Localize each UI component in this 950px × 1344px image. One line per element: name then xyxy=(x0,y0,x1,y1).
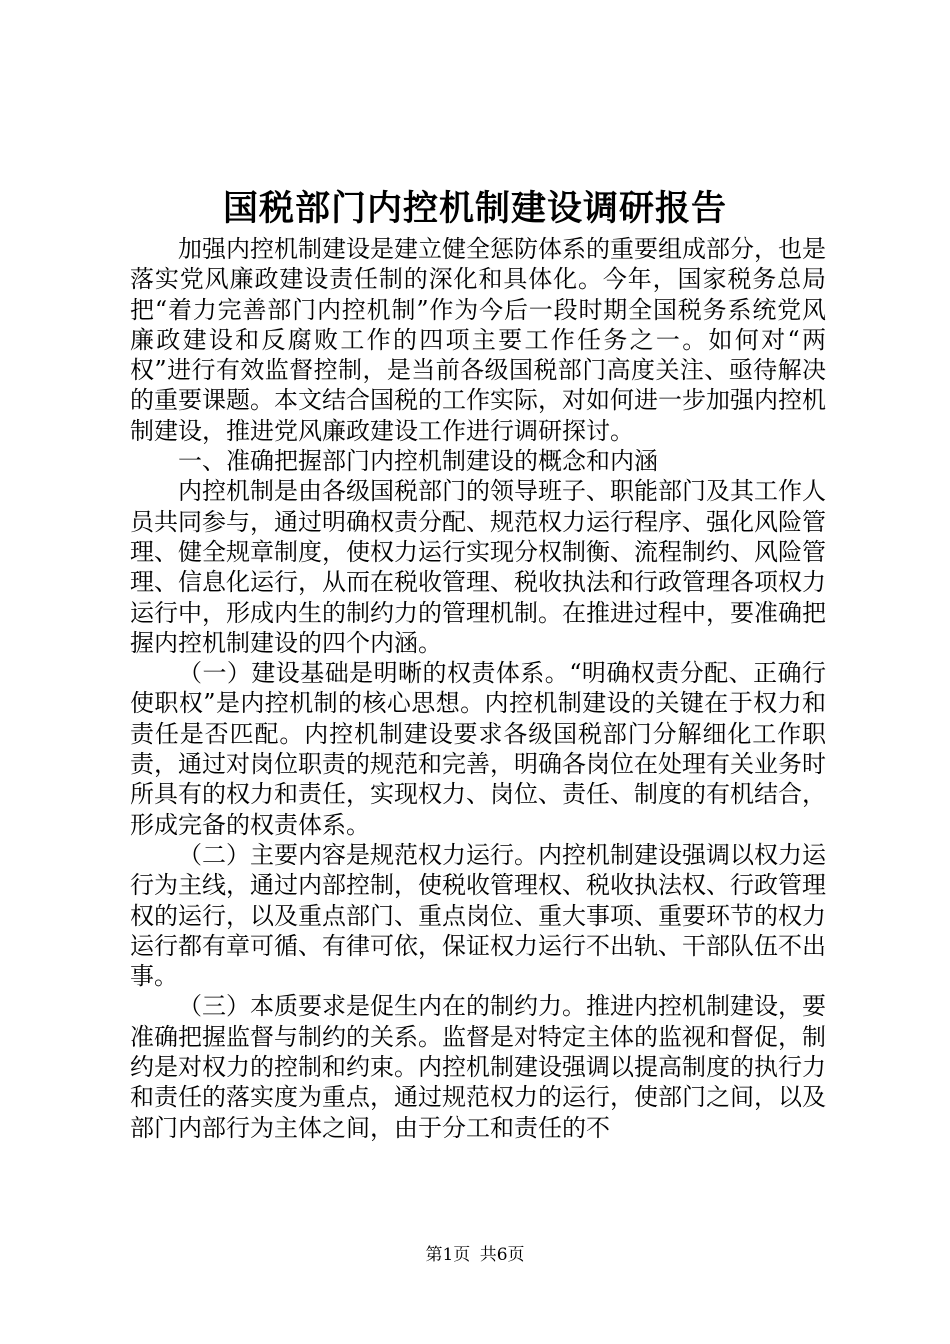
paragraph-definition: 内控机制是由各级国税部门的领导班子、职能部门及其工作人员共同参与，通过明确权责分配、规范权力运行程序、强化风险管理、健全规章制度，使权力运行实现分权制衡、流程制约、风险管理、信息化运行，从而在税收管理、税收执法和行政管理各项权力运行中，形成内生的制约力的管理机制。在推进过程中，要准确把握内控机制建设的四个内涵。 xyxy=(130,477,826,657)
page-number: 第1页 xyxy=(425,1245,471,1265)
paragraph-item-3: （三）本质要求是促生内在的制约力。推进内控机制建设，要准确把握监督与制约的关系。监督是对特定主体的监视和督促，制约是对权力的控制和约束。内控机制建设强调以提高制度的执行力和责任的落实度为重点，通过规范权力的运行，使部门之间，以及部门内部行为主体之间，由于分工和责任的不 xyxy=(130,992,826,1142)
page-footer xyxy=(0,1244,950,1266)
page-total: 共6页 xyxy=(479,1245,525,1265)
document-title: 国税部门内控机制建设调研报告 xyxy=(222,188,727,229)
paragraph-intro: 加强内控机制建设是建立健全惩防体系的重要组成部分，也是落实党风廉政建设责任制的深化和具体化。今年，国家税务总局把“着力完善部门内控机制”作为今后一段时期全国税务系统党风廉政建设和反腐败工作的四项主要工作任务之一。如何对“两权”进行有效监督控制，是当前各级国税部门高度关注、亟待解决的重要课题。本文结合国税的工作实际，对如何进一步加强内控机制建设，推进党风廉政建设工作进行调研探讨。 xyxy=(130,235,826,445)
paragraph-item-2: （二）主要内容是规范权力运行。内控机制建设强调以权力运行为主线，通过内部控制，使税收管理权、税收执法权、行政管理权的运行，以及重点部门、重点岗位、重大事项、重要环节的权力运行都有章可循、有律可依，保证权力运行不出轨、干部队伍不出事。 xyxy=(130,840,826,991)
section-heading-1: 一、准确把握部门内控机制建设的概念和内涵 xyxy=(178,447,658,476)
document-body xyxy=(130,234,826,1143)
paragraph-item-1: （一）建设基础是明晰的权责体系。“明确权责分配、正确行使职权”是内控机制的核心思想。内控机制建设的关键在于权力和责任是否匹配。内控机制建设要求各级国税部门分解细化工作职责，通过对岗位职责的规范和完善，明确各岗位在处理有关业务时所具有的权力和责任，实现权力、岗位、责任、制度的有机结合，形成完备的权责体系。 xyxy=(130,659,826,839)
